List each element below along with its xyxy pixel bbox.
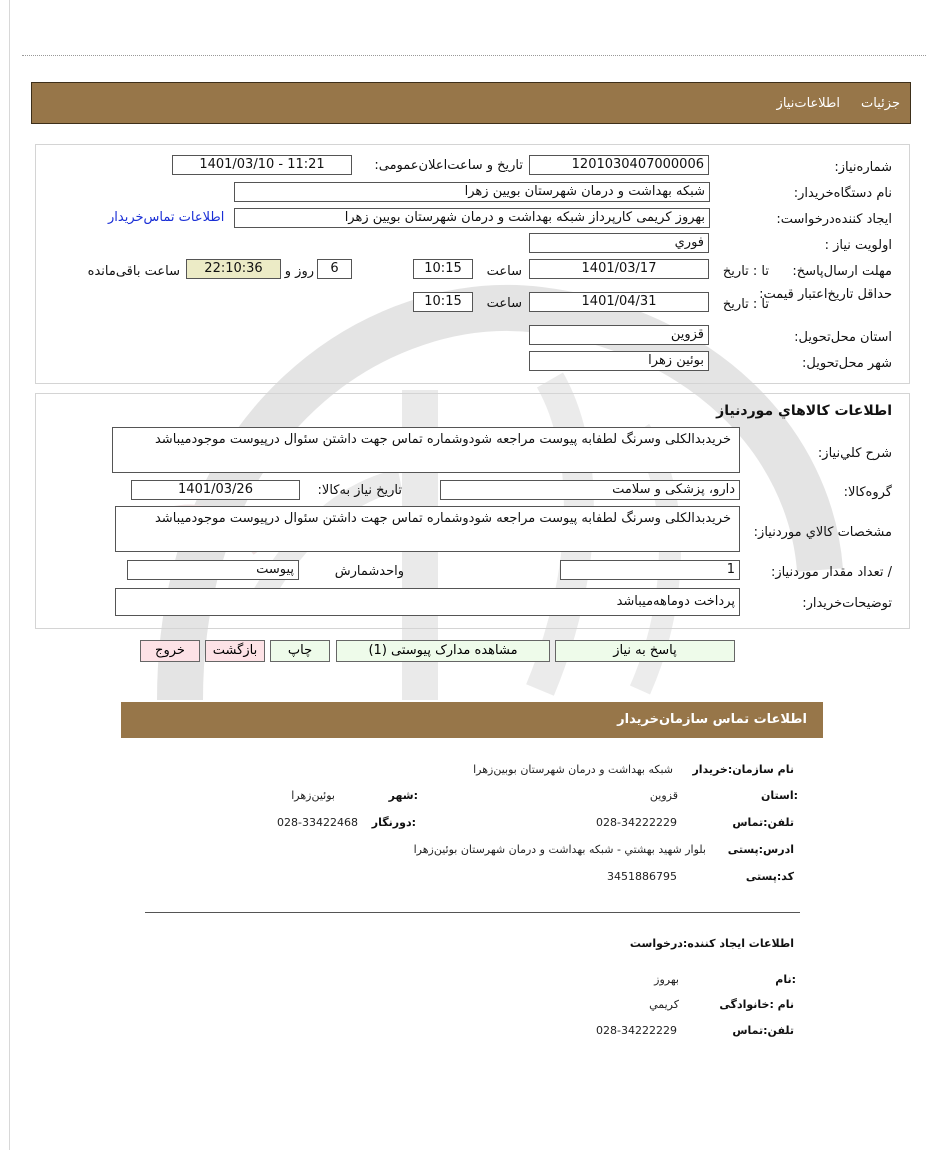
- buyer-notes-field: پرداخت دوماهه‌میباشد: [115, 588, 740, 616]
- unit-label: واحد‌شمارش: [334, 564, 404, 579]
- need-date-field: 1401/03/26: [131, 480, 300, 500]
- validity-time-label: ساعت: [486, 296, 522, 311]
- exit-button[interactable]: خروج: [140, 640, 200, 662]
- deadline-time-label: ساعت: [486, 264, 522, 279]
- validity-date-field: 1401/04/31: [529, 292, 709, 312]
- buyer-org-field: شبکه بهداشت و درمان شهرستان بویین زهرا: [234, 182, 710, 202]
- buyer-notes-label: توضیحات‌خریدار:: [802, 596, 892, 611]
- deadline-date-field: 1401/03/17: [529, 259, 709, 279]
- buyer-contact-link[interactable]: اطلاعات تماس‌خریدار: [108, 210, 225, 225]
- left-border-line: [9, 0, 10, 1150]
- spec-label: مشخصات کالاي مورد‌نياز:: [753, 525, 892, 540]
- validity-time-field: 10:15: [413, 292, 473, 312]
- creator-family-label: نام :خانوادگی: [719, 998, 794, 1011]
- city-label: شهر محل‌تحویل:: [802, 356, 892, 371]
- contact-phone-label: تلفن‌:تماس: [732, 816, 794, 829]
- print-button[interactable]: چاپ: [270, 640, 330, 662]
- tab-details[interactable]: جزئیات: [861, 96, 900, 111]
- priority-field: فوري: [529, 233, 709, 253]
- remaining-label: ساعت باقی‌مانده: [87, 264, 180, 279]
- need-number-label: شماره‌نیاز:: [834, 160, 892, 175]
- tab-need-info[interactable]: اطلاعات‌نیاز: [776, 96, 840, 111]
- creator-name-value: بهروز: [654, 973, 679, 986]
- buyer-org-label: نام دستگاه‌خریدار:: [793, 186, 892, 201]
- contact-org-value: شبکه بهداشت و درمان شهرستان بوبين‌زهرا: [473, 763, 673, 776]
- contact-divider: [145, 912, 800, 913]
- contact-section-header: [121, 702, 823, 738]
- announce-date-field: 1401/03/10 - 11:21: [172, 155, 352, 175]
- priority-label: اولویت‌ نیاز :: [824, 238, 892, 253]
- qty-field: 1: [560, 560, 740, 580]
- need-number-field: 1201030407000006: [529, 155, 709, 175]
- desc-field: خريدبدالکلی وسرنگ لطفابه پیوست مراجعه شودوشماره تماس جهت داشتن سئوال درپیوست موجودمیباشد: [112, 427, 740, 473]
- group-label: گروه‌کالا:: [843, 485, 892, 500]
- contact-fax-label: :دورنگار: [371, 816, 416, 829]
- contact-phone-value: 028-34222229: [596, 816, 677, 829]
- contact-province-value: قزوين: [649, 789, 678, 802]
- qty-label: / تعداد مقدار مورد‌نياز:: [770, 565, 892, 580]
- goods-heading: اطلاعات کالاهاي موردنياز: [716, 403, 892, 419]
- validity-until-label: تا : تاریخ: [722, 297, 769, 312]
- city-field: بوئين زهرا: [529, 351, 709, 371]
- contact-address-label: ادرس‌:پستی: [727, 843, 794, 856]
- announce-date-label: تاریخ و ساعت‌اعلان‌عمومی:: [374, 158, 523, 173]
- contact-fax-value: 028-33422468: [277, 816, 358, 829]
- creator-family-value: کريمي: [649, 998, 679, 1011]
- deadline-until-label: تا : تاریخ: [722, 264, 769, 279]
- desc-label: شرح کلي‌نياز:: [817, 446, 892, 461]
- province-label: استان محل‌تحویل:: [794, 330, 892, 345]
- contact-heading: اطلاعات تماس سازمان‌خریدار: [617, 712, 807, 727]
- back-button[interactable]: بازگشت: [205, 640, 265, 662]
- view-attachments-button[interactable]: مشاهده مدارک پیوستی (1): [336, 640, 550, 662]
- unit-field: پیوست: [127, 560, 299, 580]
- contact-postal-value: 3451886795: [607, 870, 677, 883]
- creator-label: ایجاد کننده‌درخواست:: [776, 212, 892, 227]
- deadline-time-field: 10:15: [413, 259, 473, 279]
- top-dotted-divider: [22, 55, 926, 56]
- group-field: دارو، پزشکی و سلامت: [440, 480, 740, 500]
- contact-city-value: بوئين‌زهرا: [291, 789, 335, 802]
- reply-button[interactable]: پاسخ به نیاز: [555, 640, 735, 662]
- top-tab-bar: [31, 82, 911, 124]
- creator-phone-label: تلفن‌:تماس: [732, 1024, 794, 1037]
- contact-postal-label: کد:پستی: [745, 870, 794, 883]
- province-field: قزوين: [529, 325, 709, 345]
- validity-label: حداقل تاریخ‌اعتبار قیمت:: [759, 287, 892, 302]
- days-label: روز و: [284, 264, 314, 279]
- contact-city-label: :شهر: [388, 789, 418, 802]
- creator-name-label: :نام: [775, 973, 796, 986]
- contact-org-label: نام سازمان‌:خريدار: [692, 763, 794, 776]
- days-field: 6: [317, 259, 352, 279]
- creator-heading: اطلاعات ایجاد کننده‌:درخواست: [629, 937, 794, 950]
- creator-field: بهروز کریمی کارپرداز شبکه بهداشت و درمان شهرستان بویین زهرا: [234, 208, 710, 228]
- remaining-time-field: 22:10:36: [186, 259, 281, 279]
- creator-phone-value: 028-34222229: [596, 1024, 677, 1037]
- contact-address-value: بلوار شهيد بهشتي - شبکه بهداشت و درمان شهرستان بوئين‌زهرا: [413, 843, 706, 856]
- deadline-label: مهلت ارسال‌پاسخ:: [792, 264, 892, 279]
- spec-field: خريدبدالکلی وسرنگ لطفابه پیوست مراجعه شودوشماره تماس جهت داشتن سئوال درپیوست موجودمیباشد: [115, 506, 740, 552]
- contact-province-label: :استان: [761, 789, 798, 802]
- need-date-label: تاریخ نیاز به‌کالا:: [317, 483, 402, 498]
